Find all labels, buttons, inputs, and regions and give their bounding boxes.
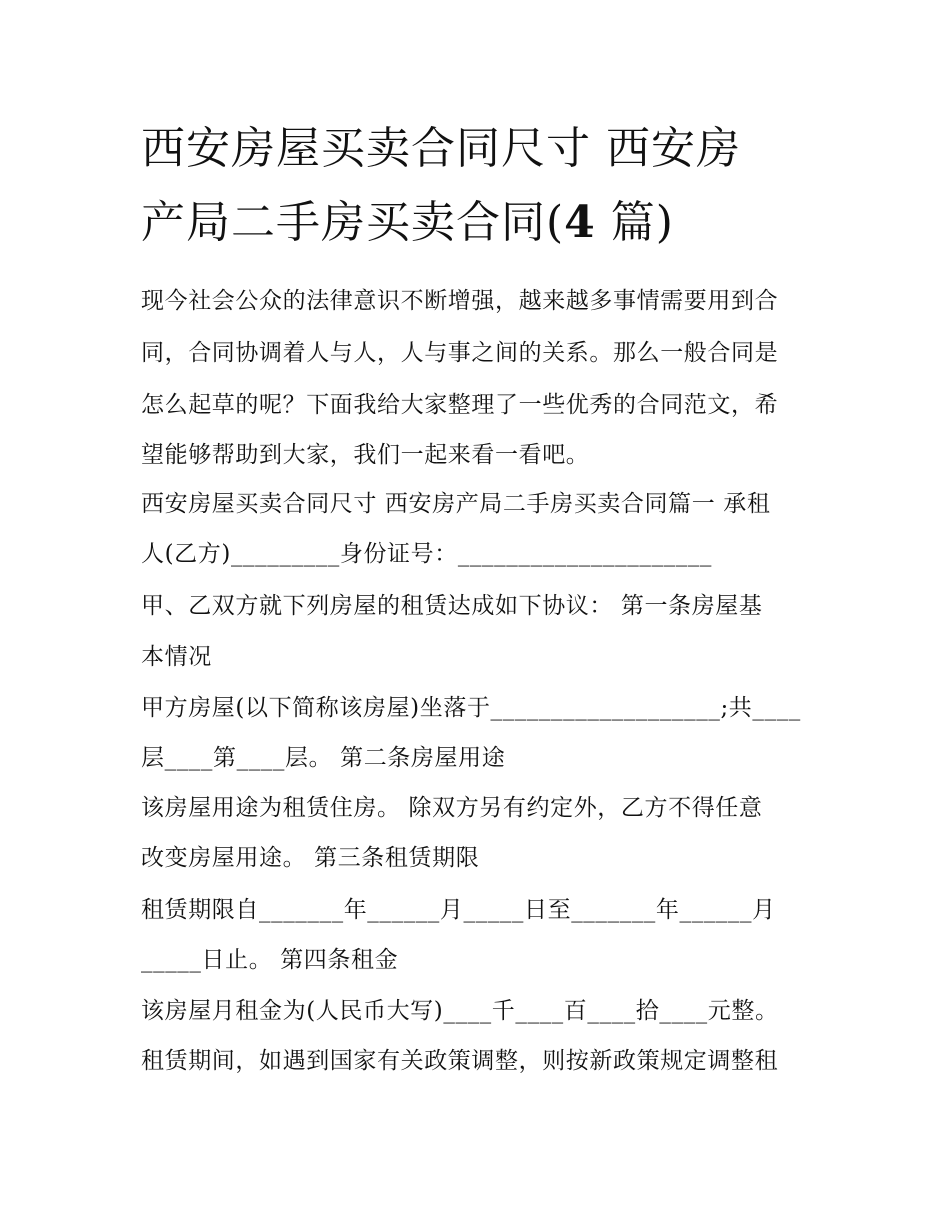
body-text-line: 现今社会公众的法律意识不断增强，越来越多事情需要用到合 — [141, 288, 779, 314]
body-text-line: 人(乙方)_________身份证号：_____________________ — [141, 541, 712, 567]
body-text-line: 层____第____层。 第二条房屋用途 — [141, 745, 506, 771]
title-line-2 — [141, 186, 841, 260]
body-text-line: 本情况 — [141, 644, 212, 670]
body-text-line: 该房屋用途为租赁住房。 除双方另有约定外，乙方不得任意 — [141, 795, 763, 821]
title-line-2-end: 篇) — [595, 197, 674, 248]
body-text-line: _____日止。 第四条租金 — [141, 947, 399, 973]
body-text-line: 同，合同协调着人与人，人与事之间的关系。那么一般合同是 — [141, 340, 779, 366]
document-title — [141, 112, 841, 260]
body-text-line: 租赁期限自_______年______月_____日至_______年______月 — [141, 897, 776, 923]
body-text-line: 望能够帮助到大家，我们一起来看一看吧。 — [141, 442, 590, 468]
body-text-line: 改变房屋用途。 第三条租赁期限 — [141, 845, 480, 871]
body-text-line: 租赁期间，如遇到国家有关政策调整，则按新政策规定调整租 — [141, 1048, 779, 1074]
title-line-2-start: 产局二手房买卖合同( — [141, 197, 565, 248]
body-text-line: 甲方房屋(以下简称该房屋)坐落于___________________;共____ — [141, 695, 801, 721]
body-text-line: 西安房屋买卖合同尺寸 西安房产局二手房买卖合同篇一 承租 — [141, 491, 771, 517]
body-text-line: 怎么起草的呢？下面我给大家整理了一些优秀的合同范文，希 — [141, 392, 779, 418]
body-text-line: 甲、乙双方就下列房屋的租赁达成如下协议： 第一条房屋基 — [141, 593, 763, 619]
body-text-line: 该房屋月租金为(人民币大写)____千____百____拾____元整。 — [141, 998, 779, 1024]
title-line-1: 西安房屋买卖合同尺寸 西安房 — [141, 123, 741, 174]
title-article-count: 4 — [564, 197, 596, 248]
